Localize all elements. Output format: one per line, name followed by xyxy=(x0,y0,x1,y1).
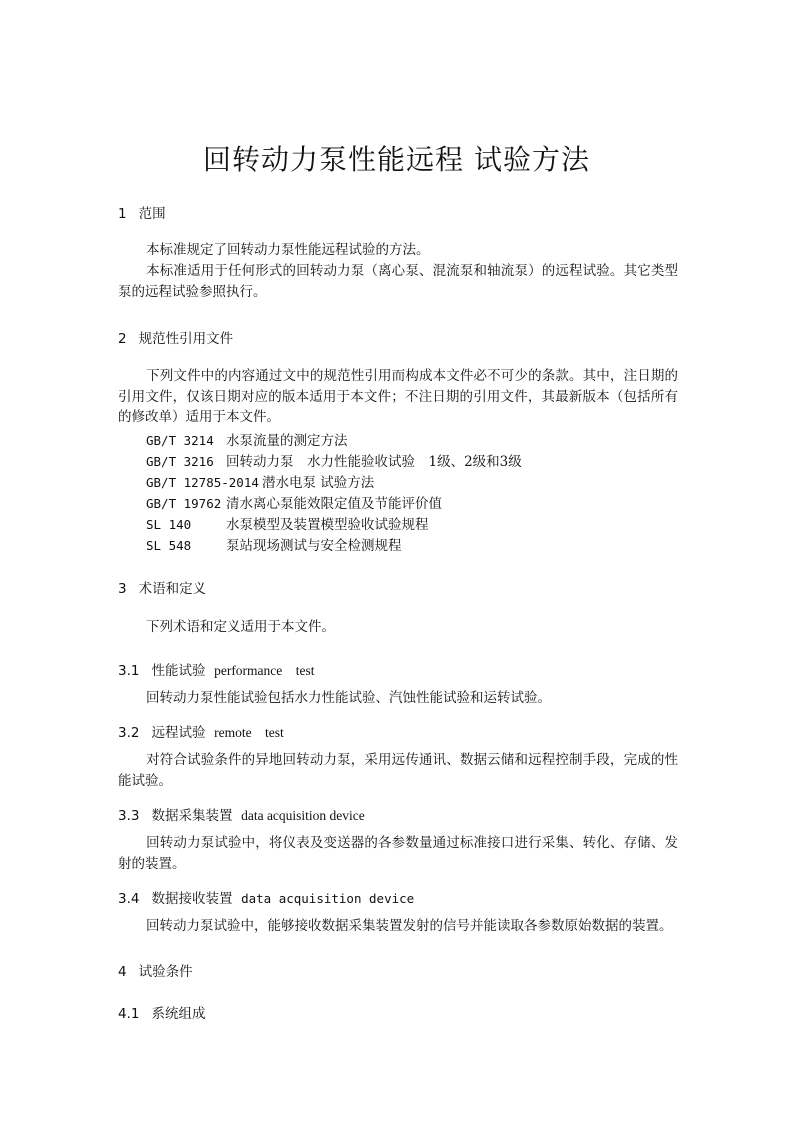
section-4-heading xyxy=(118,960,193,980)
section-title: 术语和定义 xyxy=(138,581,207,597)
paragraph xyxy=(118,688,678,709)
section-number: 3.4 xyxy=(118,891,140,907)
paragraph xyxy=(118,240,678,261)
reference-item xyxy=(146,492,442,512)
reference-title: 清水离心泵能效限定值及节能评价值 xyxy=(226,496,442,512)
section-1-heading xyxy=(118,202,166,222)
section-title: 数据接收装置 xyxy=(151,891,233,907)
paragraph xyxy=(118,261,678,302)
section-title: 试验条件 xyxy=(138,964,193,980)
subsection-3-2-heading xyxy=(118,721,284,741)
reference-title: 潜水电泵 试验方法 xyxy=(262,475,375,491)
section-3-heading xyxy=(118,577,206,597)
section-title: 范围 xyxy=(138,206,166,222)
section-number: 3 xyxy=(118,581,127,597)
paragraph-text: 回转动力泵试验中，能够接收数据采集装置发射的信号并能读取各参数原始数据的装置。 xyxy=(146,918,673,934)
section-number: 4.1 xyxy=(118,1006,140,1022)
reference-item xyxy=(146,450,522,470)
term-english: remote test xyxy=(214,725,284,740)
paragraph-text: 下列术语和定义适用于本文件。 xyxy=(146,619,335,635)
paragraph-text: 回转动力泵性能试验包括水力性能试验、汽蚀性能试验和运转试验。 xyxy=(146,690,551,706)
paragraph-text: 回转动力泵试验中，将仪表及变送器的各参数量通过标准接口进行采集、转化、存储、发射的装置。 xyxy=(118,835,678,872)
document-title: 回转动力泵性能远程 试验方法 xyxy=(203,143,590,176)
paragraph-text: 本标准适用于任何形式的回转动力泵（离心泵、混流泵和轴流泵）的远程试验。其它类型泵的远程试验参照执行。 xyxy=(118,263,678,300)
reference-code: GB/T 3216 xyxy=(146,454,214,469)
section-title: 系统组成 xyxy=(151,1006,206,1022)
paragraph-text: 下列文件中的内容通过文中的规范性引用而构成本文件必不可少的条款。其中，注日期的引用文件，仅该日期对应的版本适用于本文件；不注日期的引用文件，其最新版本（包括所有的修改单）适用于本文件。 xyxy=(118,368,678,425)
paragraph xyxy=(118,916,678,937)
section-number: 2 xyxy=(118,331,127,347)
paragraph xyxy=(118,617,678,638)
section-2-heading xyxy=(118,327,233,347)
paragraph xyxy=(118,750,678,791)
reference-code: GB/T 3214 xyxy=(146,433,214,448)
reference-code: SL 140 xyxy=(146,517,192,532)
reference-code: GB/T 12785-2014 xyxy=(146,475,259,490)
reference-code: SL 548 xyxy=(146,538,192,553)
section-title: 数据采集装置 xyxy=(151,808,233,824)
paragraph-text: 对符合试验条件的异地回转动力泵，采用远传通讯、数据云储和远程控制手段，完成的性能试验。 xyxy=(118,752,678,789)
reference-item xyxy=(146,429,348,449)
reference-code: GB/T 19762 xyxy=(146,496,222,511)
section-number: 3.1 xyxy=(118,663,140,679)
subsection-3-3-heading xyxy=(118,804,365,824)
section-title: 性能试验 xyxy=(151,663,206,679)
section-title: 规范性引用文件 xyxy=(138,331,234,347)
paragraph xyxy=(118,833,678,874)
reference-title: 水泵流量的测定方法 xyxy=(226,433,348,449)
term-english: data acquisition device xyxy=(241,891,415,906)
reference-item xyxy=(146,471,374,491)
paragraph xyxy=(118,366,678,428)
section-number: 4 xyxy=(118,964,127,980)
section-number: 3.2 xyxy=(118,725,140,741)
section-title: 远程试验 xyxy=(151,725,206,741)
subsection-4-1-heading xyxy=(118,1002,205,1022)
term-english: data acquisition device xyxy=(241,808,365,823)
reference-title: 回转动力泵 水力性能验收试验 1级、2级和3级 xyxy=(226,454,522,470)
section-number: 3.3 xyxy=(118,808,140,824)
reference-title: 泵站现场测试与安全检测规程 xyxy=(226,538,402,554)
term-english: performance test xyxy=(214,663,315,678)
subsection-3-1-heading xyxy=(118,659,315,679)
reference-item xyxy=(146,513,429,533)
reference-item xyxy=(146,534,402,554)
paragraph-text: 本标准规定了回转动力泵性能远程试验的方法。 xyxy=(146,242,430,258)
reference-title: 水泵模型及装置模型验收试验规程 xyxy=(226,517,429,533)
section-number: 1 xyxy=(118,206,127,222)
subsection-3-4-heading xyxy=(118,887,414,907)
